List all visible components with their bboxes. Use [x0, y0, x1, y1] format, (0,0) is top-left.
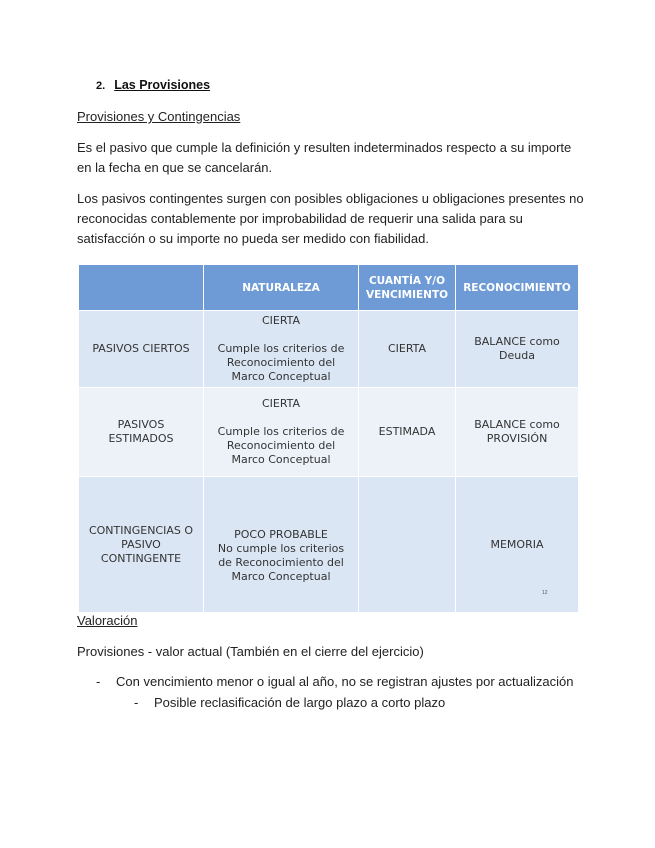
cuantia-cell [359, 477, 456, 613]
provisions-table [78, 264, 579, 613]
reconocimiento-cell: BALANCE como Deuda [456, 311, 579, 388]
naturaleza-detail: No cumple los criterios de Reconocimiento del Marco Conceptual [217, 541, 345, 583]
naturaleza-detail: Cumple los criterios de Reconocimiento del Marco Conceptual [217, 342, 345, 383]
table-header-row [79, 265, 579, 311]
bullet-text: Con vencimiento menor o igual al año, no se registran ajustes por actualización [116, 674, 574, 689]
row-label: PASIVOS CIERTOS [79, 311, 204, 388]
header-cuantia-label: CUANTÍA Y/O VENCIMIENTO [365, 274, 449, 301]
subtitle: Provisiones y Contingencias [77, 109, 241, 124]
header-empty [79, 265, 204, 311]
reconocimiento-cell: MEMORIA [456, 477, 579, 613]
header-naturaleza: NATURALEZA [204, 265, 359, 311]
sub-bullet-text: Posible reclasificación de largo plazo a corto plazo [154, 695, 446, 710]
naturaleza-top: CIERTA [261, 314, 301, 327]
table-row [79, 477, 579, 613]
naturaleza-detail: Cumple los criterios de Reconocimiento del Marco Conceptual [217, 425, 345, 466]
sub-bullet-item [134, 695, 445, 710]
valoracion-title: Valoración [77, 613, 138, 628]
header-cuantia [359, 265, 456, 311]
row-label: CONTINGENCIAS O PASIVO CONTINGENTE [79, 477, 204, 613]
naturaleza-cell [204, 477, 359, 613]
table-row [79, 311, 579, 388]
reconocimiento-cell: BALANCE como PROVISIÓN [456, 388, 579, 477]
section-title: Las Provisiones [114, 78, 211, 92]
table-page-mark: 12 [542, 590, 548, 596]
cuantia-cell: ESTIMADA [359, 388, 456, 477]
paragraph-contingent: Los pasivos contingentes surgen con posibles obligaciones u obligaciones presentes no reconocidas contablemente por improbabilidad de requerir una salida para su satisfacción o su importe no pueda ser medido con fiabilidad. [77, 191, 584, 246]
naturaleza-cell [204, 311, 359, 388]
bullet-dash: - [96, 674, 101, 689]
table-row [79, 388, 579, 477]
valoracion-line: Provisiones - valor actual (También en el cierre del ejercicio) [77, 644, 424, 659]
section-number: 2. [96, 80, 106, 92]
naturaleza-top: CIERTA [261, 397, 301, 410]
cuantia-cell: CIERTA [359, 311, 456, 388]
section-heading [96, 78, 210, 92]
naturaleza-top: POCO PROBABLE [234, 527, 328, 541]
bullet-item [96, 674, 573, 689]
naturaleza-cell [204, 388, 359, 477]
row-label: PASIVOS ESTIMADOS [79, 388, 204, 477]
header-reconocimiento: RECONOCIMIENTO [456, 265, 579, 311]
provisions-table-figure [78, 264, 578, 590]
sub-bullet-dash: - [134, 695, 139, 710]
paragraph-definition: Es el pasivo que cumple la definición y resulten indeterminados respecto a su importe en la fecha en que se cancelarán. [77, 140, 572, 175]
